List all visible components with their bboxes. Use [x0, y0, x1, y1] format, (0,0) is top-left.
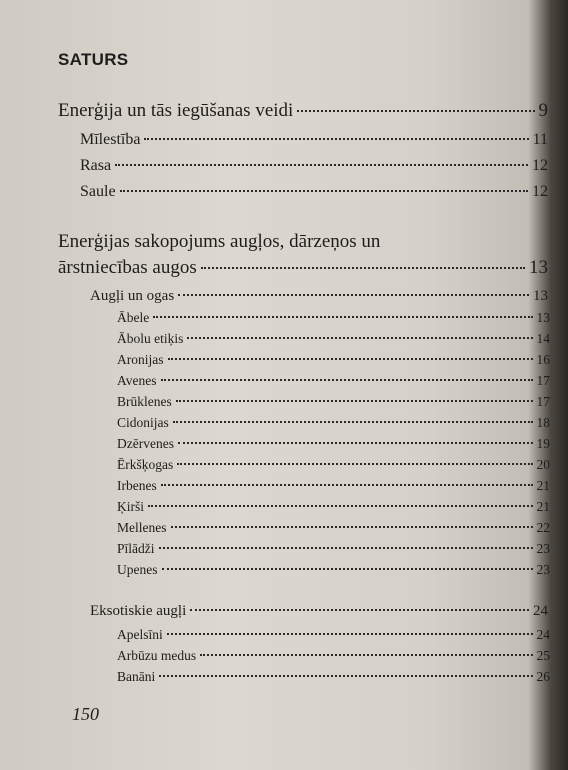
- toc-entry-page: 17: [536, 373, 550, 388]
- toc-entry-page: 16: [536, 352, 550, 367]
- toc-entry-page: 13: [536, 310, 550, 325]
- toc-entry-label: Mīlestība: [80, 131, 141, 148]
- toc-entry-label: Saule: [80, 183, 116, 200]
- toc-entry: [117, 520, 550, 536]
- toc-entry: [117, 352, 550, 368]
- toc-entry-label: Brūklenes: [117, 394, 172, 409]
- toc-entry-label: Arbūzu medus: [117, 648, 197, 663]
- toc-entry-page: 26: [536, 669, 550, 684]
- toc-entry-section2-line1: Enerģijas sakopojums augļos, dārzeņos un: [58, 231, 381, 252]
- leader-dots: [159, 675, 532, 677]
- toc-entry-label: ārstniecības augos: [58, 257, 197, 278]
- leader-dots: [190, 609, 529, 611]
- toc-entry: [117, 562, 550, 578]
- toc-entry-label: Pīlādži: [117, 541, 155, 556]
- toc-entry-page: 20: [536, 457, 550, 472]
- toc-entry-label: Eksotiskie augļi: [90, 603, 187, 619]
- leader-dots: [171, 526, 533, 528]
- leader-dots: [161, 484, 533, 486]
- toc-entry: [117, 415, 550, 431]
- toc-entry-label: Dzērvenes: [117, 436, 174, 451]
- toc-entry-page: 25: [536, 648, 550, 663]
- toc-entry-page: 23: [536, 562, 550, 577]
- toc-entry-label: Ābolu etiķis: [117, 331, 184, 346]
- leader-dots: [144, 138, 528, 140]
- toc-entry-page: 13: [529, 257, 548, 278]
- toc-entry-label: Avenes: [117, 373, 157, 388]
- toc-entry-page: 9: [538, 100, 548, 121]
- leader-dots: [115, 164, 528, 166]
- toc-entry-section2: [58, 257, 548, 279]
- toc-entry-label: Enerģija un tās iegūšanas veidi: [58, 100, 294, 121]
- toc-entry: [117, 310, 550, 326]
- leader-dots: [168, 358, 533, 360]
- toc-entry-page: 19: [536, 436, 550, 451]
- toc-entry-label: Apelsīni: [117, 627, 163, 642]
- toc-entry-label: Augļi un ogas: [90, 288, 175, 304]
- toc-entry-label: Ābele: [117, 310, 150, 325]
- toc-entry-subsection: [90, 603, 548, 620]
- leader-dots: [200, 654, 532, 656]
- toc-entry-page: 21: [536, 499, 550, 514]
- toc-entry-page: 21: [536, 478, 550, 493]
- toc-entry-section1: [58, 100, 548, 122]
- leader-dots: [178, 294, 529, 296]
- toc-entry-label: Banāni: [117, 669, 156, 684]
- toc-entry-page: 11: [532, 131, 548, 148]
- toc-entry-page: 24: [536, 627, 550, 642]
- toc-entry: [117, 457, 550, 473]
- leader-dots: [201, 267, 525, 269]
- toc-entry-page: 13: [533, 288, 548, 304]
- toc-entry: [117, 436, 550, 452]
- toc-entry: [117, 499, 550, 515]
- leader-dots: [176, 400, 533, 402]
- toc-entry-label: Aronijas: [117, 352, 164, 367]
- toc-entry-subsection: [90, 288, 548, 305]
- leader-dots: [159, 547, 533, 549]
- toc-entry-label: Ērkšķogas: [117, 457, 174, 472]
- toc-entry: [117, 373, 550, 389]
- toc-entry: [80, 131, 548, 149]
- toc-entry: [117, 648, 550, 664]
- toc-entry: [80, 157, 548, 175]
- leader-dots: [297, 110, 534, 112]
- toc-entry-label: Ķirši: [117, 499, 144, 514]
- toc-entry-page: 14: [536, 331, 550, 346]
- page-number: 150: [72, 704, 99, 724]
- toc-entry-label: Mellenes: [117, 520, 167, 535]
- leader-dots: [167, 633, 533, 635]
- toc-entry: [117, 627, 550, 643]
- toc-entry-page: 24: [533, 603, 548, 619]
- toc-entry: [117, 394, 550, 410]
- toc-entry-page: 12: [532, 183, 548, 200]
- leader-dots: [173, 421, 533, 423]
- toc-entry-page: 18: [536, 415, 550, 430]
- leader-dots: [162, 568, 533, 570]
- leader-dots: [148, 505, 533, 507]
- toc-entry: [117, 478, 550, 494]
- leader-dots: [120, 190, 528, 192]
- toc-entry-page: 22: [536, 520, 550, 535]
- toc-entry: [80, 183, 548, 201]
- toc-entry-label: Rasa: [80, 157, 112, 174]
- toc-entry: [117, 669, 550, 685]
- toc-entry-page: 23: [536, 541, 550, 556]
- leader-dots: [161, 379, 533, 381]
- toc-entry: [117, 331, 550, 347]
- toc-entry: [117, 541, 550, 557]
- toc-entry-page: 17: [536, 394, 550, 409]
- leader-dots: [178, 442, 533, 444]
- leader-dots: [187, 337, 532, 339]
- toc-entry-page: 12: [532, 157, 548, 174]
- toc-entry-label: Cidonijas: [117, 415, 169, 430]
- toc-entry-label: Upenes: [117, 562, 158, 577]
- leader-dots: [177, 463, 532, 465]
- leader-dots: [153, 316, 532, 318]
- toc-heading: SATURS: [58, 50, 129, 69]
- toc-entry-label: Irbenes: [117, 478, 157, 493]
